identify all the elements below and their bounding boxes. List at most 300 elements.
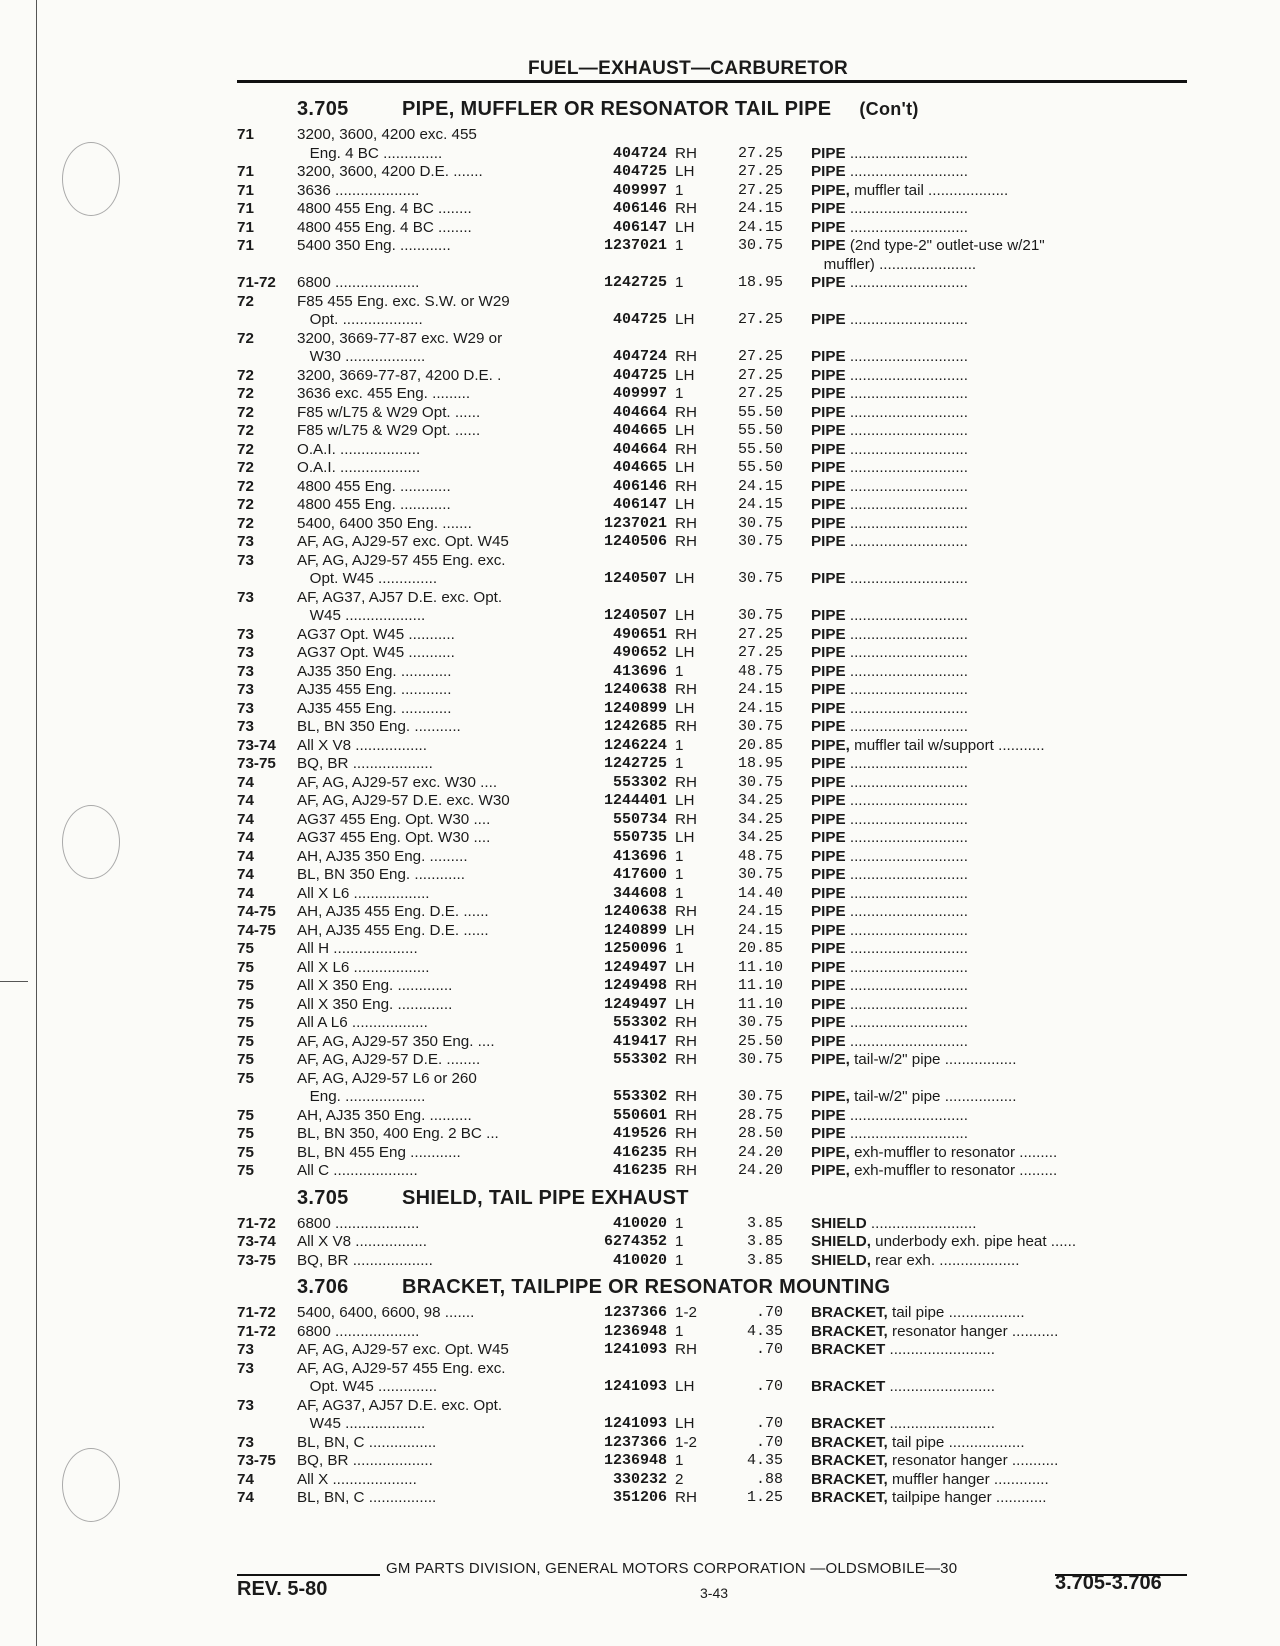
part-number: 413696 [612,662,667,680]
model-application: 5400, 6400, 6600, 98 ....... [297,1304,475,1321]
model-year: 73-75 [237,1452,276,1469]
model-year: 75 [237,1125,254,1142]
part-number: 406147 [612,218,667,236]
quantity: LH [675,311,695,328]
part-name: PIPE [811,459,846,476]
model-year: 75 [237,995,254,1013]
model-year: 74 [237,866,254,883]
section-heading [237,1270,1187,1304]
part-name: PIPE [811,792,846,809]
quantity: RH [675,1032,697,1050]
quantity: 1 [675,884,684,902]
table-row [237,1233,1187,1252]
part-number: 413696 [612,847,667,865]
model-application: AG37 Opt. W45 ........... [297,625,455,643]
model-year: 73 [237,1359,254,1377]
model-application: F85 w/L75 & W29 Opt. ...... [297,422,481,439]
part-number: 553302 [612,1014,667,1031]
model-year: 75 [237,940,254,957]
part-detail: muffler tail ................... [849,181,1009,199]
part-name: BRACKET, [811,1322,888,1340]
part-description [783,348,1175,367]
part-name: PIPE [811,755,846,772]
price: 3.85 [746,1214,783,1232]
quantity: RH [675,440,697,458]
part-number: 416235 [612,1143,667,1161]
part-detail: ............................ [845,348,968,365]
quantity: RH [675,681,697,698]
model-application: 3200, 3600, 4200 exc. 455 [297,126,477,143]
part-number: 404724 [612,144,667,162]
part-number: 404665 [612,422,667,439]
part-detail: ............................ [845,533,968,550]
part-name: BRACKET [811,1415,886,1432]
part-number: 6274352 [603,1233,667,1250]
model-application: 3636 exc. 455 Eng. ......... [297,385,471,402]
part-description [783,422,1175,441]
quantity: LH [675,422,695,439]
part-name: PIPE [811,607,846,624]
part-number: 417600 [612,866,667,883]
price: .70 [755,1415,783,1432]
quantity: 1 [675,755,684,772]
model-year: 74-75 [237,903,276,920]
part-number: 404665 [612,459,667,476]
part-name: PIPE [811,163,846,180]
part-description [783,1323,1175,1342]
part-name: PIPE [811,311,846,328]
quantity: LH [675,958,695,976]
part-detail: ............................ [845,218,968,236]
part-description [783,163,1175,182]
scan-edge-line [36,0,37,1646]
quantity: 1 [675,847,684,865]
quantity: LH [675,218,695,236]
table-row [237,163,1187,182]
model-application: Opt. W45 .............. [297,1378,438,1395]
part-detail: ......................... [885,1378,995,1395]
part-description [783,1014,1175,1033]
part-description [783,385,1175,404]
table-row [237,274,1187,293]
price: 30.75 [737,718,783,735]
model-year: 74 [237,1470,254,1488]
part-detail: ............................ [845,1125,968,1142]
table-row [237,533,1187,552]
part-name: PIPE [811,866,846,883]
part-detail: (2nd type-2" outlet-use w/21" [845,237,1045,254]
table-row [237,1397,1187,1416]
part-description [783,996,1175,1015]
quantity: RH [675,144,697,162]
model-year: 72 [237,385,254,402]
model-year: 73 [237,551,254,569]
part-name: PIPE [811,422,846,439]
part-number: 1237021 [603,237,667,254]
part-number: 1240638 [603,903,667,920]
model-year: 75 [237,1162,254,1179]
part-description [783,1125,1175,1144]
table-row [237,330,1187,349]
quantity: LH [675,995,695,1013]
part-description [783,626,1175,645]
part-detail: ............................ [845,958,968,976]
quantity: LH [675,921,695,939]
part-number: 419417 [612,1032,667,1050]
quantity: RH [675,477,697,495]
part-detail: ............................ [845,829,968,846]
part-description [783,681,1175,700]
price: 27.25 [737,311,783,328]
part-number: 351206 [612,1489,667,1506]
part-name: PIPE [811,403,846,421]
model-application: 3200, 3669-77-87, 4200 D.E. . [297,366,502,384]
quantity: RH [675,773,697,791]
model-application: O.A.I. ................... [297,459,421,476]
quantity: 1 [675,1251,684,1269]
binder-hole [62,805,120,879]
price: 27.25 [737,366,783,384]
price: 24.20 [737,1162,783,1179]
table-row [237,552,1187,571]
table-row [237,977,1187,996]
part-detail: muffler tail w/support ........... [849,736,1045,754]
footer-rule [237,1574,380,1576]
price: 24.15 [737,200,783,217]
model-application: AF, AG, AJ29-57 D.E. exc. W30 [297,792,510,809]
price: 30.75 [737,1051,783,1068]
part-description [783,274,1175,293]
model-year: 73-75 [237,755,276,772]
price: 3.85 [746,1233,783,1250]
table-row [237,1107,1187,1126]
quantity: RH [675,348,697,365]
part-number: 410020 [612,1214,667,1232]
quantity: 1 [675,237,684,254]
table-row [237,626,1187,645]
part-detail: ......................... [866,1214,977,1232]
part-number: 553302 [612,1088,667,1105]
part-detail: ............................ [845,755,968,772]
model-application: 3200, 3669-77-87 exc. W29 or [297,329,503,347]
model-application: AG37 455 Eng. Opt. W30 .... [297,829,491,846]
model-application: 6800 .................... [297,1214,420,1232]
part-description [783,607,1175,626]
price: .70 [755,1433,783,1451]
model-application: BQ, BR ................... [297,1251,433,1269]
model-year: 72 [237,403,254,421]
table-row [237,182,1187,201]
part-description [783,515,1175,534]
quantity: RH [675,533,697,550]
part-description [783,959,1175,978]
quantity: 1 [675,736,684,754]
part-description [783,1341,1175,1360]
part-description [783,496,1175,515]
model-application: 4800 455 Eng. ............ [297,496,451,513]
model-application: 5400 350 Eng. ............ [297,237,451,254]
part-description [783,737,1175,756]
part-detail: ............................ [845,995,968,1013]
part-detail: tail pipe .................. [887,1433,1025,1451]
quantity: RH [675,1341,697,1358]
price: 20.85 [737,736,783,754]
part-name: BRACKET, [811,1470,888,1488]
price: 27.25 [737,144,783,162]
model-year: 71 [237,163,254,180]
part-description [783,1144,1175,1163]
part-description [783,404,1175,423]
model-year: 72 [237,514,254,532]
price: 24.15 [737,218,783,236]
part-detail: ............................ [845,274,968,291]
table-row [237,1014,1187,1033]
quantity: LH [675,163,695,180]
model-application: All X L6 .................. [297,958,430,976]
part-name: PIPE, [811,181,850,199]
model-application: O.A.I. ................... [297,440,421,458]
price: 30.75 [737,1014,783,1031]
table-row [237,718,1187,737]
quantity: 1 [675,274,684,291]
section-heading [237,1181,1187,1215]
part-detail: resonator hanger ........... [887,1452,1059,1469]
table-row [237,940,1187,959]
model-application: Eng. 4 BC .............. [297,144,443,162]
model-application: 4800 455 Eng. 4 BC ........ [297,218,472,236]
part-detail: ............................ [845,459,968,476]
table-row [237,219,1187,238]
table-row [237,959,1187,978]
header-rule [237,80,1187,83]
part-description [783,792,1175,811]
part-description [783,663,1175,682]
model-application: W30 ................... [297,348,426,365]
model-year: 75 [237,1014,254,1031]
part-name: BRACKET, [811,1489,888,1506]
scan-tick-mark [0,981,28,982]
part-name: PIPE, [811,1051,850,1068]
price: 30.75 [737,237,783,254]
part-number: 410020 [612,1251,667,1269]
model-application: AF, AG, AJ29-57 exc. Opt. W45 [297,533,509,550]
part-description [783,1107,1175,1126]
part-number: 1250096 [603,940,667,957]
part-number: 406146 [612,477,667,495]
table-row [237,459,1187,478]
part-detail: tail-w/2" pipe ................. [849,1051,1017,1068]
table-row [237,385,1187,404]
part-description [783,1452,1175,1471]
part-name: PIPE, [811,1088,850,1105]
part-name: SHIELD, [811,1251,871,1269]
part-detail: ............................ [845,810,968,828]
part-number: 1237021 [603,514,667,532]
table-row [237,200,1187,219]
model-year: 71 [237,126,254,143]
binder-hole [62,1448,120,1522]
model-application: AH, AJ35 350 Eng. .......... [297,1106,472,1124]
part-name: PIPE [811,940,846,957]
quantity: 1 [675,1214,684,1232]
model-year: 73 [237,588,254,606]
table-row [237,1360,1187,1379]
part-number: 409997 [612,181,667,199]
model-application: Eng. ................... [297,1088,426,1105]
price: 1.25 [746,1489,783,1506]
model-year: 74 [237,810,254,828]
quantity: LH [675,366,695,384]
price: .70 [755,1378,783,1395]
model-application: AF, AG37, AJ57 D.E. exc. Opt. [297,588,503,606]
model-application: All X V8 ................. [297,1233,427,1250]
part-description [783,1489,1175,1508]
part-detail: exh-muffler to resonator ......... [849,1162,1058,1179]
part-description [783,182,1175,201]
part-number: 550601 [612,1106,667,1124]
part-number: 404724 [612,348,667,365]
part-description [783,700,1175,719]
model-year: 74 [237,829,254,846]
part-detail: ......................... [885,1415,995,1432]
model-year: 73-75 [237,1251,276,1269]
part-description [783,774,1175,793]
part-name: PIPE [811,533,846,550]
price: 30.75 [737,533,783,550]
part-number: 1241093 [603,1415,667,1432]
table-row [237,700,1187,719]
quantity: RH [675,1162,697,1179]
part-detail: ............................ [845,1106,968,1124]
part-name: PIPE [811,514,846,532]
part-description [783,478,1175,497]
quantity: LH [675,699,695,717]
model-year: 74 [237,847,254,865]
model-application: F85 w/L75 & W29 Opt. ...... [297,403,481,421]
part-detail: ............................ [845,884,968,902]
part-description [783,1378,1175,1397]
quantity: 1-2 [675,1304,697,1321]
revision-label: REV. 5-80 [237,1578,328,1600]
model-application: All X 350 Eng. ............. [297,977,453,994]
part-detail: tail pipe .................. [887,1304,1025,1321]
model-year: 74 [237,884,254,902]
quantity: LH [675,496,695,513]
model-year: 72 [237,366,254,384]
table-row [237,1070,1187,1089]
part-detail: ............................ [845,163,968,180]
part-detail: underbody exh. pipe heat ...... [870,1233,1077,1250]
part-name: PIPE [811,958,846,976]
part-description [783,459,1175,478]
model-year: 75 [237,1143,254,1161]
price: .88 [755,1470,783,1488]
model-application: 4800 455 Eng. 4 BC ........ [297,200,472,217]
part-number: 404725 [612,163,667,180]
model-year: 73 [237,699,254,717]
part-detail: ............................ [845,644,968,661]
table-row [237,348,1187,367]
price: 11.10 [737,977,783,994]
part-detail: resonator hanger ........... [887,1322,1059,1340]
part-detail: ............................ [845,570,968,587]
quantity: LH [675,829,695,846]
quantity: RH [675,1489,697,1506]
model-application: AH, AJ35 350 Eng. ......... [297,847,468,865]
quantity: RH [675,1125,697,1142]
page-number: 3-43 [700,1585,729,1601]
part-detail: ............................ [845,366,968,384]
part-number: 404725 [612,366,667,384]
model-application: BQ, BR ................... [297,755,433,772]
model-application: Opt. W45 .............. [297,570,438,587]
part-number: 1244401 [603,792,667,809]
part-name: BRACKET, [811,1304,888,1321]
part-name: PIPE [811,625,846,643]
part-number: 409997 [612,385,667,402]
section-number: 3.706 [297,1276,349,1298]
part-name: PIPE [811,773,846,791]
part-number: 1240899 [603,921,667,939]
table-row [237,1434,1187,1453]
model-application: BL, BN 455 Eng ............ [297,1143,461,1161]
part-description [783,1088,1175,1107]
table-row [237,866,1187,885]
model-application: AJ35 350 Eng. ............ [297,662,452,680]
model-year: 73 [237,662,254,680]
part-detail: ............................ [845,1032,968,1050]
parts-listing [237,92,1187,1508]
part-number: 1242685 [603,718,667,735]
part-name: PIPE [811,810,846,828]
model-application: All A L6 .................. [297,1014,428,1031]
table-row [237,1304,1187,1323]
part-name: PIPE [811,995,846,1013]
table-row [237,1252,1187,1271]
price: 30.75 [737,570,783,587]
part-name: PIPE [811,681,846,698]
price: 24.15 [737,477,783,495]
quantity: RH [675,810,697,828]
quantity: RH [675,625,697,643]
part-number: 490651 [612,625,667,643]
price: 24.15 [737,921,783,939]
model-year: 72 [237,477,254,495]
part-name: SHIELD [811,1214,867,1232]
part-description [783,1233,1175,1252]
model-application: BL, BN 350 Eng. ............ [297,866,465,883]
table-row [237,755,1187,774]
quantity: 1 [675,1452,684,1469]
part-name: PIPE, [811,1162,850,1179]
part-number: 1246224 [603,736,667,754]
model-application: All H .................... [297,940,418,957]
part-detail: ............................ [845,699,968,717]
part-description [783,1434,1175,1453]
model-year: 72 [237,440,254,458]
price: 48.75 [737,847,783,865]
part-number: 1240507 [603,570,667,587]
table-row [237,1415,1187,1434]
price: 4.35 [746,1452,783,1469]
section-number: 3.705 [297,98,349,120]
quantity: 1-2 [675,1433,697,1451]
model-application: AJ35 455 Eng. ............ [297,681,452,698]
section-title: SHIELD, TAIL PIPE EXHAUST [402,1186,689,1209]
model-year: 74-75 [237,921,276,939]
quantity: 1 [675,181,684,199]
table-row [237,885,1187,904]
